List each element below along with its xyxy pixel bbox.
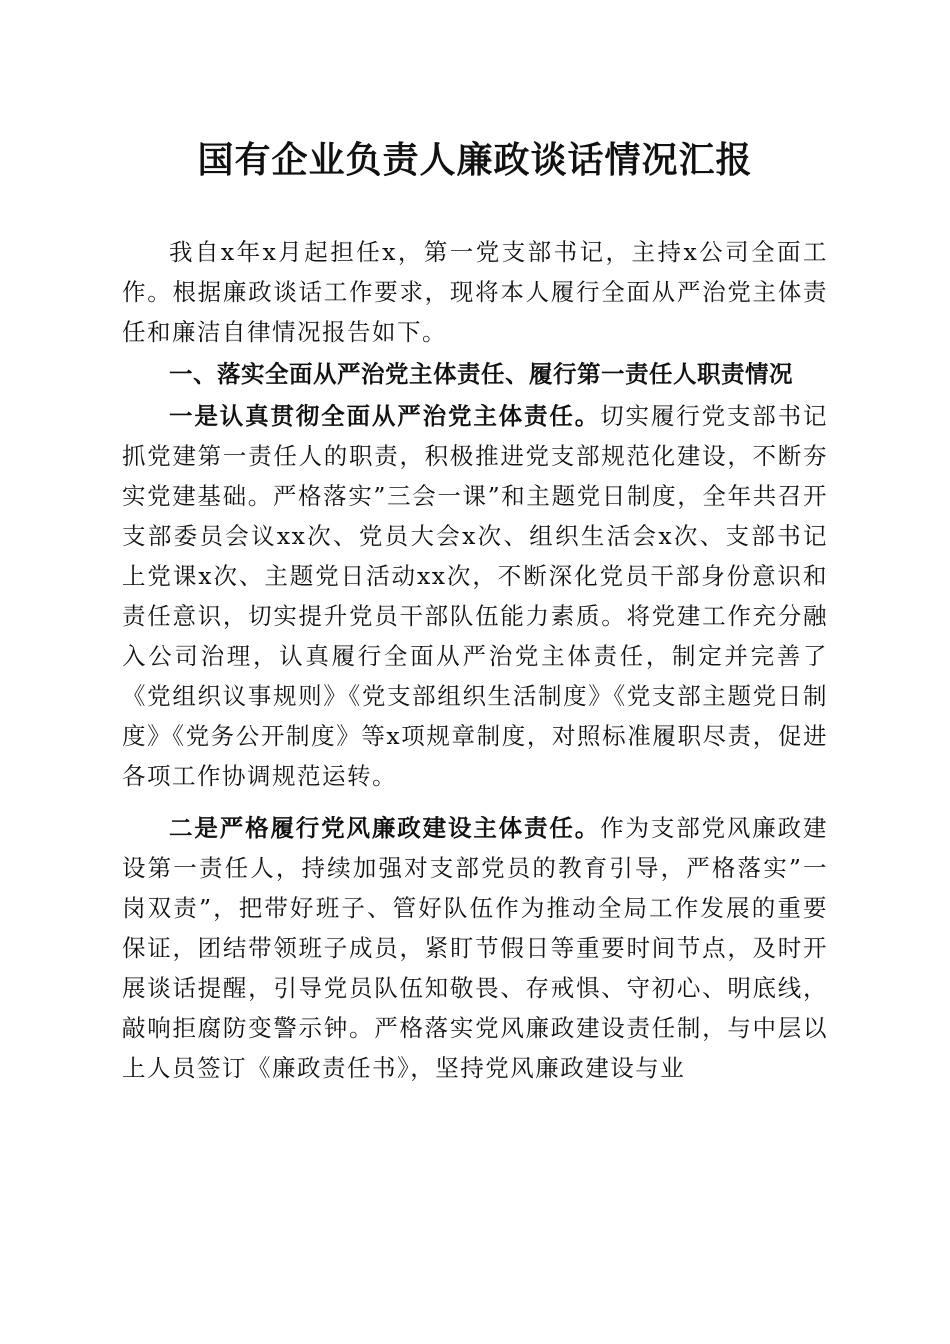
paragraph-1-text: 切实履行党支部书记抓党建第一责任人的职责，积极推进党支部规范化建设，不断夯实党建基础。严格落实”三会一课”和主题党日制度，全年共召开支部委员会议xx次、党员大会x次、组织生活会x次、支部书记上党课x次、主题党日活动xx次，不断深化党员干部身份意识和责任意识，切实提升党员干部队伍能力素质。将党建工作充分融入公司治理，认真履行全面从严治党主体责任，制定并完善了《党组织议事规则》《党支部组织生活制度》《党支部主题党日制度》《党务公开制度》等x项规章制度，对照标准履职尽责，促进各项工作协调规范运转。 xyxy=(122,402,829,790)
paragraph-1 xyxy=(122,396,828,796)
paragraph-2-text: 作为支部党风廉政建设第一责任人，持续加强对支部党员的教育引导，严格落实”一岗双责”，把带好班子、管好队伍作为推动全局工作发展的重要保证，团结带领班子成员，紧盯节假日等重要时间节点，及时开展谈话提醒，引导党员队伍知敬畏、存戒惧、守初心、明底线，敲响拒腐防变警示钟。严格落实党风廉政建设责任制，与中层以上人员签订《廉政责任书》，坚持党风廉政建设与业 xyxy=(122,814,829,1082)
paragraph-1-lead: 一是认真贯彻全面从严治党主体责任。 xyxy=(169,402,601,430)
intro-paragraph: 我自x年x月起担任x，第一党支部书记，主持x公司全面工作。根据廉政谈话工作要求，现将本人履行全面从严治党主体责任和廉洁自律情况报告如下。 xyxy=(122,238,828,346)
paragraph-2-lead: 二是严格履行党风廉政建设主体责任。 xyxy=(169,814,601,842)
section-heading: 一、落实全面从严治党主体责任、履行第一责任人职责情况 xyxy=(169,360,793,388)
document-title: 国有企业负责人廉政谈话情况汇报 xyxy=(197,139,753,181)
document-body xyxy=(122,232,828,1088)
paragraph-2 xyxy=(122,808,828,1088)
